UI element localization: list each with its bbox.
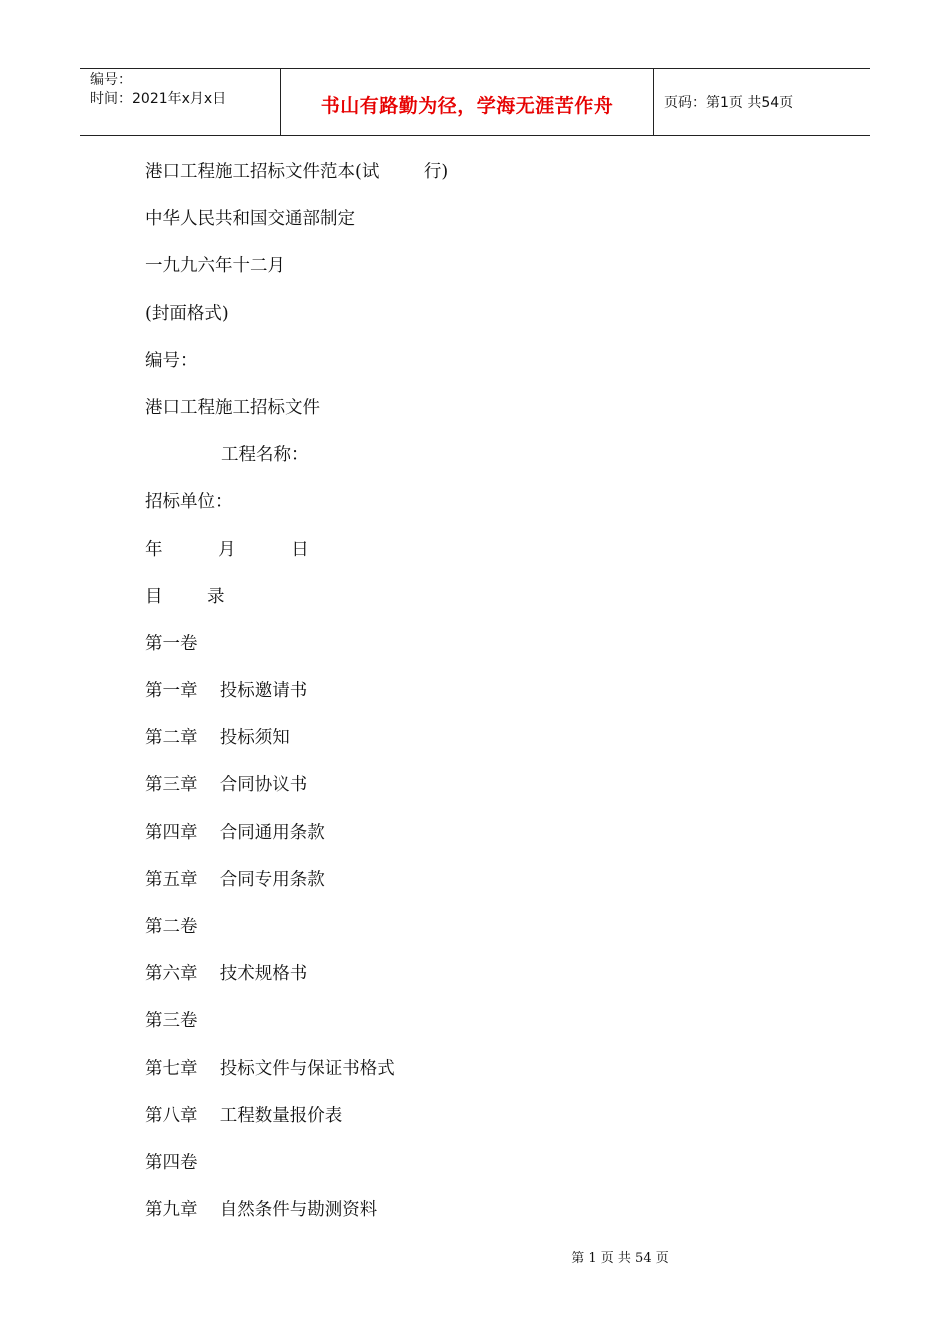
- toc-chapter: 第六章 技术规格书: [145, 964, 308, 985]
- page-footer: [0, 1247, 950, 1266]
- document-number-label: 编号：: [90, 72, 132, 88]
- cover-date-line: 年 月 日: [145, 539, 309, 560]
- doc-date: 一九九六年十二月: [145, 256, 285, 277]
- toc-chapter: 第七章 投标文件与保证书格式: [145, 1058, 395, 1079]
- cover-tender-unit-label: 招标单位：: [145, 492, 233, 513]
- header-motto-cell: [281, 69, 654, 135]
- cover-number-label: 编号：: [145, 350, 198, 371]
- doc-issuer: 中华人民共和国交通部制定: [145, 209, 355, 230]
- toc-chapter: 第二章 投标须知: [145, 728, 290, 749]
- toc-volume: 第二卷: [145, 917, 198, 937]
- toc-volume: 第三卷: [145, 1011, 198, 1032]
- header-motto: 书山有路勤为径，学海无涯苦作舟: [320, 94, 614, 117]
- footer-page-number: 第 1 页 共 54 页: [571, 1251, 669, 1266]
- toc-volume: 第一卷: [145, 633, 198, 654]
- cover-title: 港口工程施工招标文件: [145, 397, 320, 418]
- cover-project-name-label: 工程名称：: [221, 445, 309, 466]
- toc-chapter: 第一章 投标邀请书: [145, 681, 308, 702]
- header-page-cell: [654, 69, 870, 135]
- page-header: [80, 68, 870, 136]
- toc-chapter: 第九章 自然条件与勘测资料: [145, 1200, 378, 1221]
- toc-volume: 第四卷: [145, 1152, 198, 1173]
- toc-chapter: 第八章 工程数量报价表: [145, 1105, 343, 1126]
- document-body: [145, 160, 448, 1245]
- toc-chapter: 第三章 合同协议书: [145, 775, 308, 796]
- document-time-label: 时间：2021年x月x日: [90, 91, 227, 107]
- header-page-number: 页码：第1页 共54页: [664, 95, 794, 111]
- cover-format-note: (封面格式): [145, 303, 229, 324]
- header-meta: [80, 69, 281, 135]
- toc-chapter: 第四章 合同通用条款: [145, 822, 325, 843]
- toc-heading: 目 录: [145, 586, 225, 607]
- doc-title: 港口工程施工招标文件范本(试 行): [145, 162, 449, 182]
- toc-chapter: 第五章 合同专用条款: [145, 869, 325, 890]
